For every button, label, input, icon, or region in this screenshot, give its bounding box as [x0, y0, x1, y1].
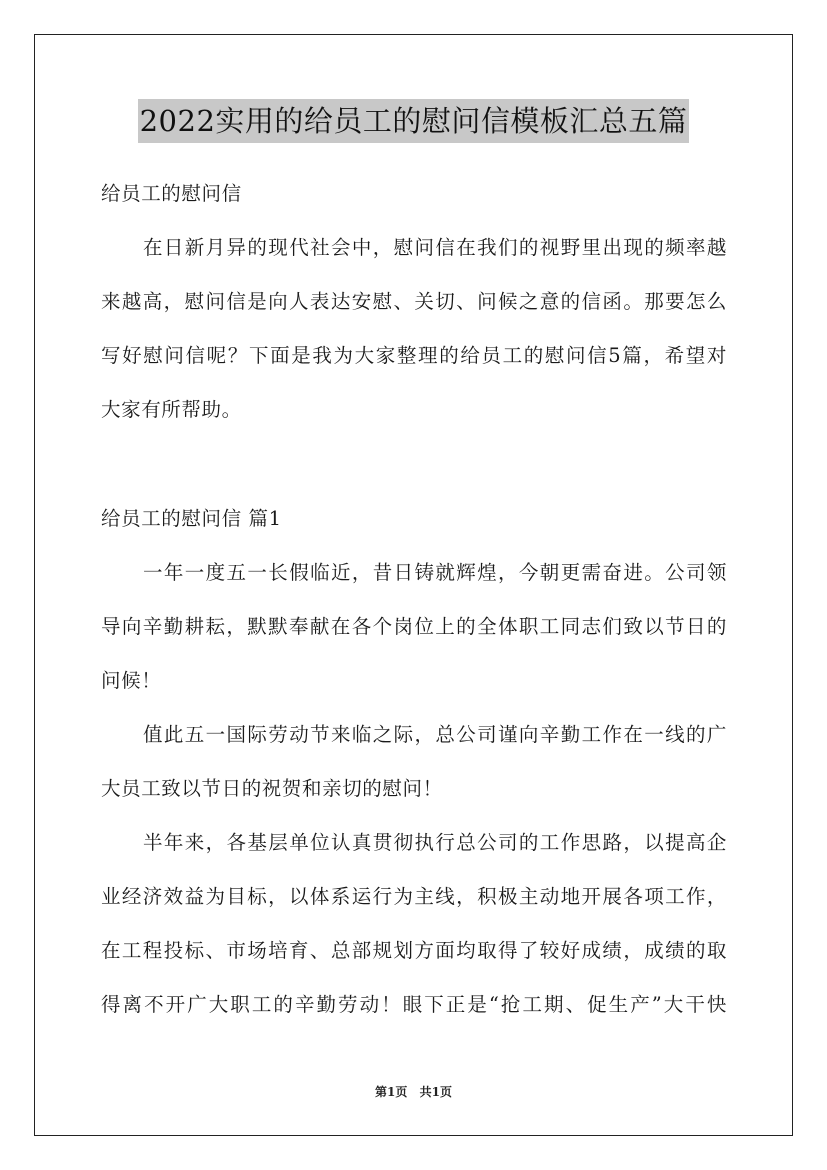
paragraph-line: 写好慰问信呢？下面是我为大家整理的给员工的慰问信5篇，希望对 [101, 344, 727, 367]
section-heading: 给员工的慰问信 篇1 [101, 507, 282, 530]
paragraph-line: 业经济效益为目标，以体系运行为主线，积极主动地开展各项工作， [101, 885, 727, 908]
page-footer [0, 1083, 827, 1100]
paragraph-line: 值此五一国际劳动节来临之际，总公司谨向辛勤工作在一线的广 [143, 723, 727, 746]
paragraph-line: 导向辛勤耕耘，默默奉献在各个岗位上的全体职工同志们致以节日的 [101, 615, 727, 638]
paragraph-line: 大家有所帮助。 [101, 398, 242, 421]
document-title: 2022实用的给员工的慰问信模板汇总五篇 [138, 99, 690, 143]
page-total: 共1页 [419, 1085, 452, 1099]
paragraph-line: 大员工致以节日的祝贺和亲切的慰问！ [101, 777, 443, 800]
paragraph-line: 问候！ [101, 669, 162, 692]
page-number: 第1页 [375, 1085, 408, 1099]
paragraph-line: 在工程投标、市场培育、总部规划方面均取得了较好成绩，成绩的取 [101, 939, 727, 962]
paragraph-line: 得离不开广大职工的辛勤劳动！眼下正是“抢工期、促生产”大干快 [101, 993, 727, 1016]
title-container [0, 99, 827, 143]
paragraph-line: 半年来，各基层单位认真贯彻执行总公司的工作思路，以提高企 [143, 831, 727, 854]
section-heading: 给员工的慰问信 [101, 182, 242, 205]
paragraph-line: 来越高，慰问信是向人表达安慰、关切、问候之意的信函。那要怎么 [101, 290, 727, 313]
paragraph-line: 在日新月异的现代社会中，慰问信在我们的视野里出现的频率越 [143, 236, 727, 259]
paragraph-line: 一年一度五一长假临近，昔日铸就辉煌，今朝更需奋进。公司领 [143, 561, 727, 584]
